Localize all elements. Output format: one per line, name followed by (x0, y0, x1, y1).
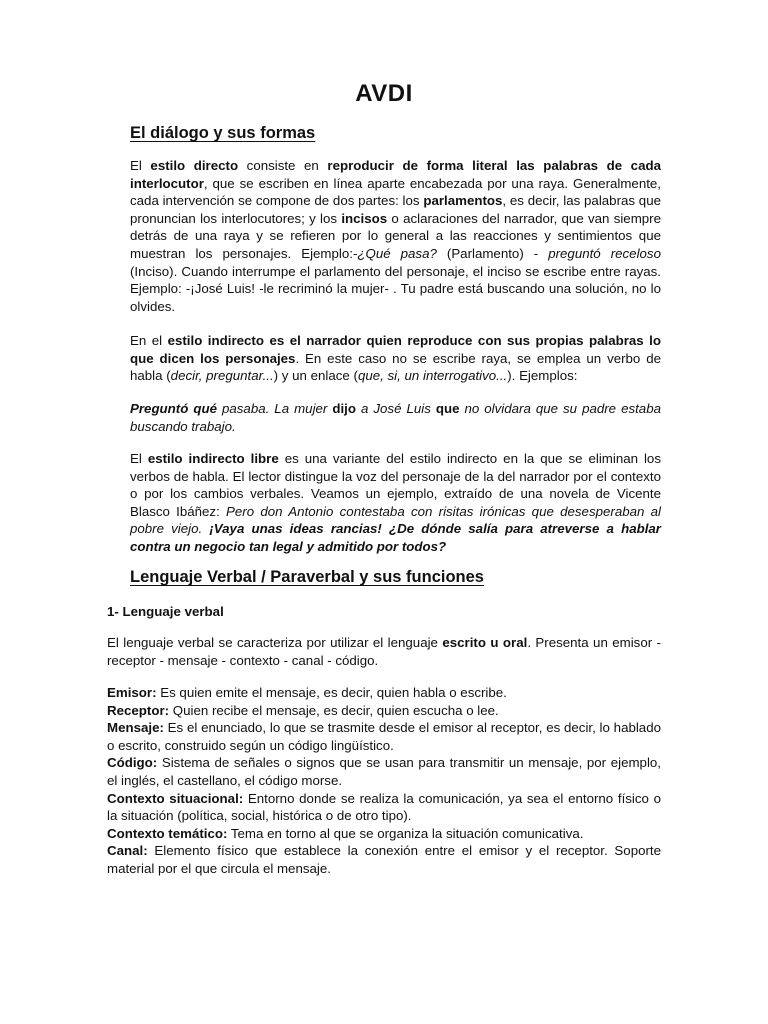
text-run: En el (130, 333, 168, 348)
section-heading-lenguaje: Lenguaje Verbal / Paraverbal y sus funciones (130, 568, 484, 586)
definition-item (107, 702, 661, 720)
text-run: consiste en (238, 158, 328, 173)
definition-term: Canal: (107, 843, 148, 859)
text-run: que (435, 401, 460, 416)
text-run: no olvidara que su padre estaba buscando trabajo. (130, 401, 661, 434)
definitions-list (107, 684, 661, 878)
text-run: ) y un enlace ( (273, 368, 358, 384)
text-run: decir, preguntar... (170, 368, 274, 384)
paragraph-estilo-indirecto (130, 332, 661, 385)
text-run: . Presenta un emisor - receptor - mensaje - contexto - canal - código. (107, 635, 661, 668)
definition-item (107, 684, 661, 702)
definition-term: Mensaje: (107, 720, 164, 736)
definition-item (107, 719, 661, 754)
definition-term: Código: (107, 755, 158, 771)
definition-item (107, 825, 661, 843)
text-run: reproducir de forma literal las palabras de cada interlocutor (130, 158, 661, 191)
text-run: escrito u oral (442, 635, 528, 650)
definition-text: Es quien emite el mensaje, es decir, quien habla o escribe. (156, 685, 507, 700)
text-run: ¡Vaya unas ideas rancias! ¿De dónde salía para atreverse a hablar contra un negocio tan legal y admitido por todos? (130, 521, 661, 554)
text-run: a José Luis (355, 401, 436, 416)
paragraph-lenguaje-verbal (107, 634, 661, 669)
definition-text: Quien recibe el mensaje, es decir, quien escucha o lee. (169, 702, 499, 718)
text-run: Preguntó qué (130, 401, 217, 416)
text-run: El (130, 158, 151, 173)
text-run: estilo directo (150, 158, 239, 173)
definition-text: Sistema de señales o signos que se usan para transmitir un mensaje, por ejemplo, el inglés, el castellano, el código morse. (107, 755, 661, 788)
text-run: (Parlamento) - (436, 245, 549, 261)
definition-item (107, 842, 661, 877)
text-run: dijo (332, 401, 356, 416)
text-run: , que se escriben en línea aparte encabezada por una raya. Generalmente, cada intervención se compone de dos partes: los (130, 175, 661, 209)
text-run: Pero don Antonio contestaba con risitas irónicas que desesperaban al pobre viejo. (130, 503, 661, 537)
text-run: parlamentos (423, 193, 503, 209)
definition-term: Emisor: (107, 685, 157, 700)
definition-term: Contexto temático: (107, 825, 228, 841)
section-heading-dialogo: El diálogo y sus formas (130, 124, 316, 142)
definition-item (107, 754, 661, 789)
text-run: El (130, 451, 148, 466)
text-run: pasaba. La mujer (217, 401, 333, 416)
text-run: , es decir, las palabras que pronuncian los interlocutores; y los (130, 193, 661, 226)
text-run: El lenguaje verbal se caracteriza por utilizar el lenguaje (107, 635, 443, 650)
definition-term: Contexto situacional: (107, 790, 244, 806)
text-run: estilo indirecto libre (147, 451, 279, 466)
paragraph-estilo-indirecto-libre (130, 450, 661, 556)
text-run: . En este caso no se escribe raya, se emplea un verbo de habla ( (130, 350, 662, 384)
definition-text: Es el enunciado, lo que se trasmite desde el emisor al receptor, es decir, lo hablado o escrito, construido según un código lingüístico. (107, 720, 661, 753)
text-run: (Inciso). Cuando interrumpe el parlamento del personaje, el inciso se escribe entre rayas. Ejemplo: -¡José Luis! -le recriminó la mujer- . Tu padre está buscando una solución, no lo olvides. (130, 263, 661, 314)
paragraph-ejemplos (130, 400, 661, 435)
text-run: que, si, un interrogativo... (357, 368, 508, 384)
text-run: o aclaraciones del narrador, que van siempre detrás de una raya y se refieren por lo general a las reacciones y sentimientos que muestran los personajes. Ejemplo:- (130, 210, 661, 261)
definition-term: Receptor: (107, 702, 170, 718)
text-run: es una variante del estilo indirecto en la que se eliminan los verbos de habla. El lector distingue la voz del personaje de la del narrador por el contexto o por los cambios verbales. Veamos un ejemplo, extraído de una novela de Vicente Blasco Ibáñez: (130, 451, 661, 519)
text-run: estilo indirecto es el narrador quien reproduce con sus propias palabras lo que dicen los personajes (130, 333, 661, 366)
page-title: AVDI (355, 80, 413, 107)
subheading-lenguaje-verbal: 1- Lenguaje verbal (107, 604, 224, 619)
definition-text: Elemento físico que establece la conexión entre el emisor y el receptor. Soporte material por el que circula el mensaje. (107, 843, 661, 876)
definition-item (107, 790, 661, 825)
text-run: ). Ejemplos: (507, 368, 578, 384)
paragraph-estilo-directo (130, 157, 661, 315)
text-run: ¿Qué pasa? (357, 245, 437, 261)
text-run: incisos (341, 210, 388, 226)
definition-text: Tema en torno al que se organiza la situación comunicativa. (227, 825, 584, 841)
definition-text: Entorno donde se realiza la comunicación, ya sea el entorno físico o la situación (política, social, histórica o de otro tipo). (107, 790, 661, 824)
text-run: preguntó receloso (548, 245, 661, 261)
